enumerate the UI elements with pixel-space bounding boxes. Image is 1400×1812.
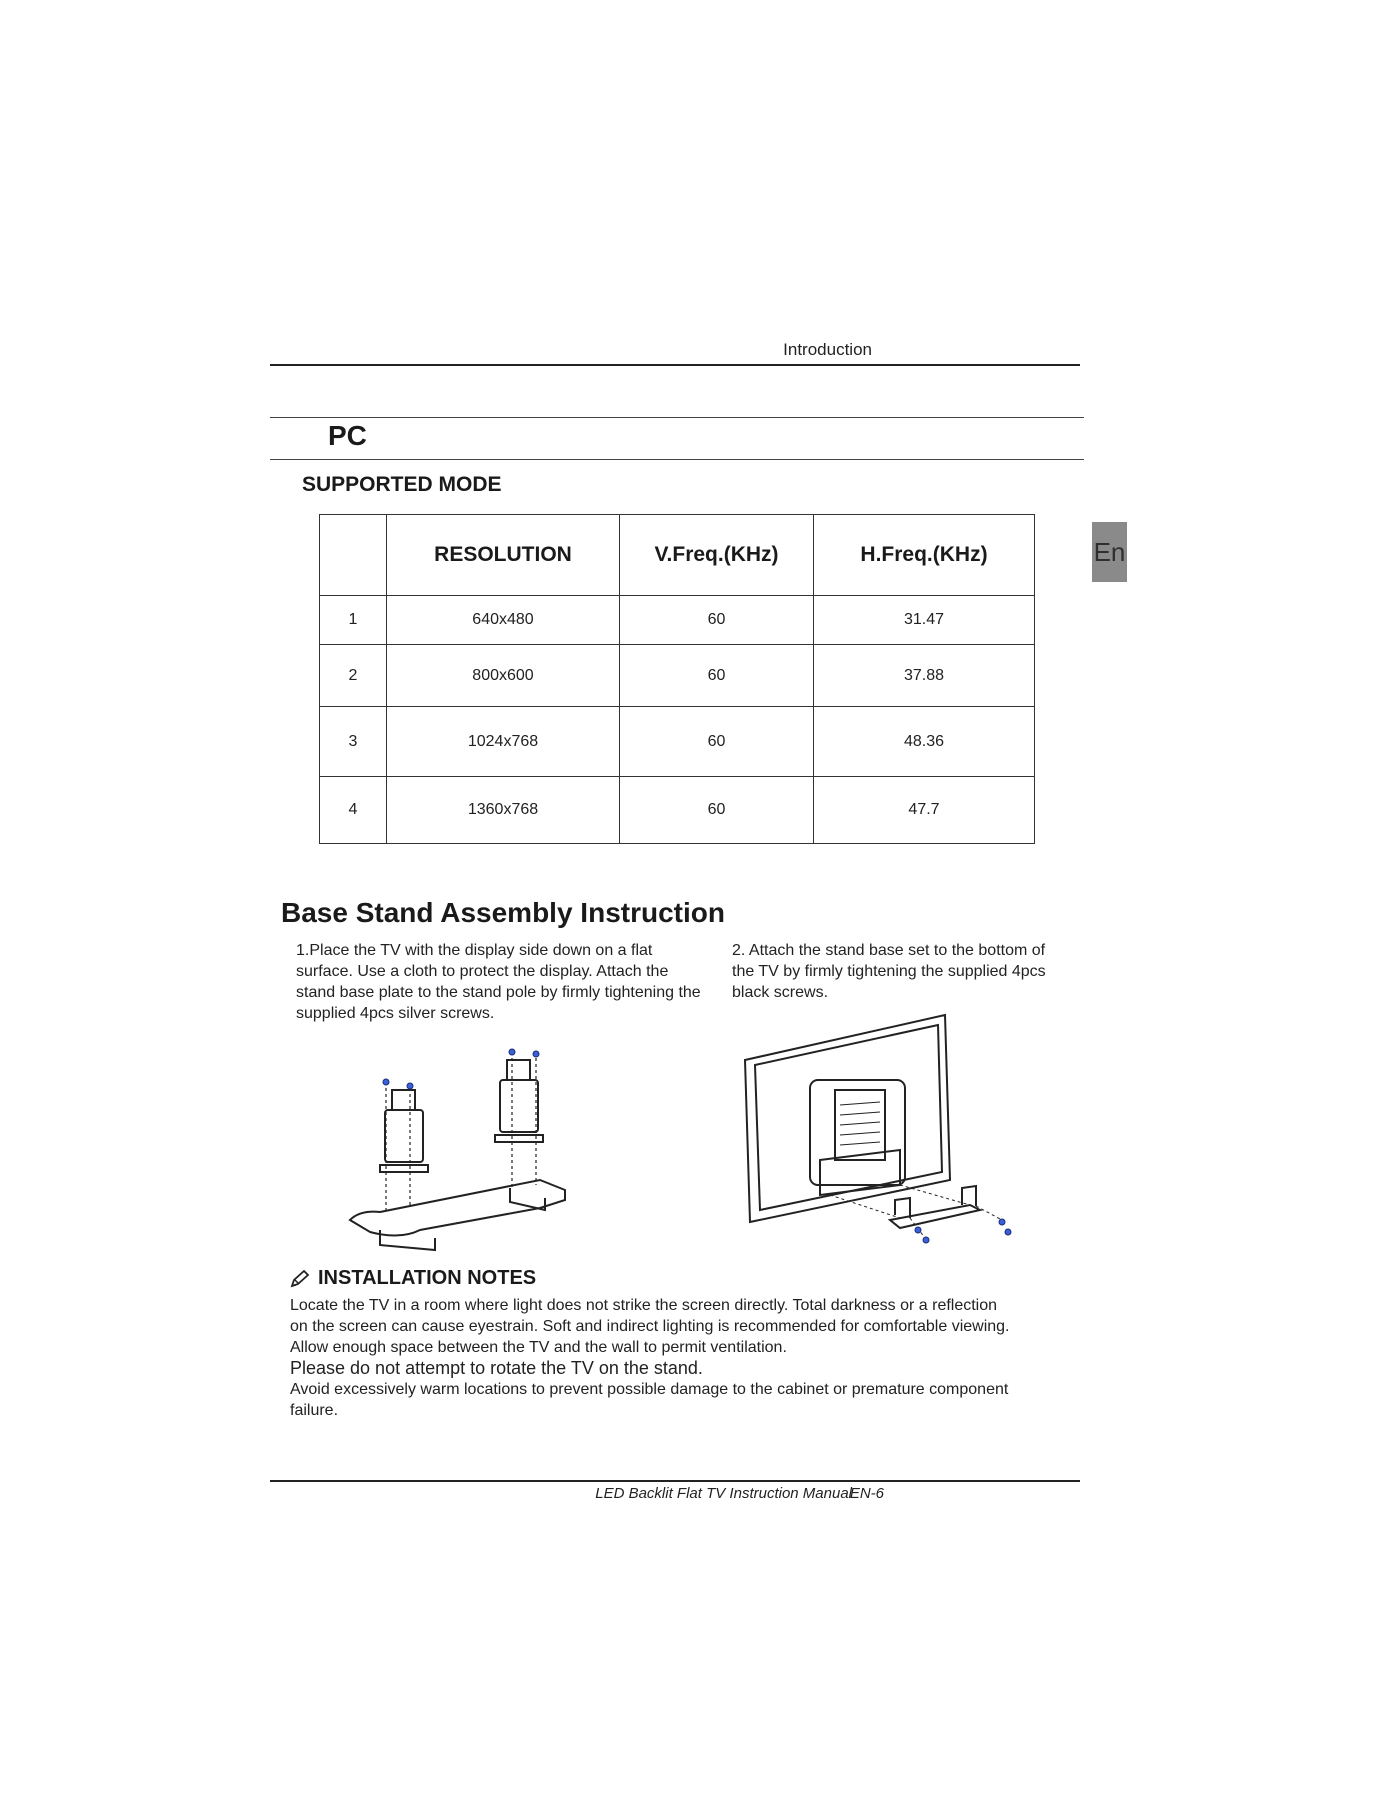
- pencil-icon: [290, 1270, 310, 1288]
- assembly-title: Base Stand Assembly Instruction: [281, 897, 725, 928]
- pc-title: PC: [328, 420, 367, 451]
- supported-mode-table: [319, 514, 1035, 844]
- pc-bottom-rule: [270, 459, 1084, 460]
- cell-resolution: 800x600: [387, 645, 620, 706]
- installation-notes-body: [290, 1295, 1010, 1421]
- cell-resolution: 640x480: [387, 596, 620, 645]
- header-vfreq: V.Freq.(KHz): [620, 515, 814, 596]
- cell-resolution: 1360x768: [387, 777, 620, 844]
- pc-top-rule: [270, 417, 1084, 418]
- stand-assembly-illustration: [340, 1040, 580, 1265]
- assembly-step-2: 2. Attach the stand base set to the bottom of the TV by firmly tightening the supplied 4pcs black screws.: [732, 942, 1046, 1001]
- installation-notes-title: INSTALLATION NOTES: [318, 1267, 537, 1289]
- footer-rule: [270, 1480, 1080, 1482]
- note-line: Allow enough space between the TV and the wall to permit ventilation.: [290, 1339, 787, 1356]
- table-header-row: [320, 515, 1035, 596]
- table-row: [320, 596, 1035, 645]
- cell-hfreq: 47.7: [814, 777, 1035, 844]
- language-tab: En: [1092, 522, 1127, 582]
- cell-hfreq: 31.47: [814, 596, 1035, 645]
- section-header: Introduction: [783, 340, 872, 359]
- cell-hfreq: 48.36: [814, 706, 1035, 777]
- cell-vfreq: 60: [620, 645, 814, 706]
- cell-vfreq: 60: [620, 596, 814, 645]
- cell-index: 4: [320, 777, 387, 844]
- footer-page-number: EN-6: [849, 1485, 884, 1502]
- table-row: [320, 706, 1035, 777]
- supported-mode-title: SUPPORTED MODE: [302, 473, 502, 496]
- table-row: [320, 777, 1035, 844]
- table-row: [320, 645, 1035, 706]
- note-line: Locate the TV in a room where light does not strike the screen directly. Total darkness or a reflection on the screen can cause eyestrain. Soft and indirect lighting is recommended for comfortable viewing.: [290, 1297, 1010, 1335]
- header-rule: [270, 364, 1080, 366]
- note-line: Please do not attempt to rotate the TV on the stand.: [290, 1358, 703, 1378]
- cell-vfreq: 60: [620, 706, 814, 777]
- installation-notes-header: [290, 1267, 536, 1290]
- cell-hfreq: 37.88: [814, 645, 1035, 706]
- assembly-step-1: 1.Place the TV with the display side down on a flat surface. Use a cloth to protect the display. Attach the stand base plate to the stand pole by firmly tightening the supplied 4pcs silver screws.: [296, 942, 701, 1022]
- header-index: [320, 515, 387, 596]
- cell-index: 2: [320, 645, 387, 706]
- note-line: Avoid excessively warm locations to prevent possible damage to the cabinet or premature component failure.: [290, 1381, 1009, 1419]
- cell-resolution: 1024x768: [387, 706, 620, 777]
- footer-manual-title: LED Backlit Flat TV Instruction Manual: [595, 1485, 852, 1502]
- header-hfreq: H.Freq.(KHz): [814, 515, 1035, 596]
- header-resolution: RESOLUTION: [387, 515, 620, 596]
- cell-vfreq: 60: [620, 777, 814, 844]
- cell-index: 1: [320, 596, 387, 645]
- tv-stand-illustration: [740, 1010, 1020, 1260]
- cell-index: 3: [320, 706, 387, 777]
